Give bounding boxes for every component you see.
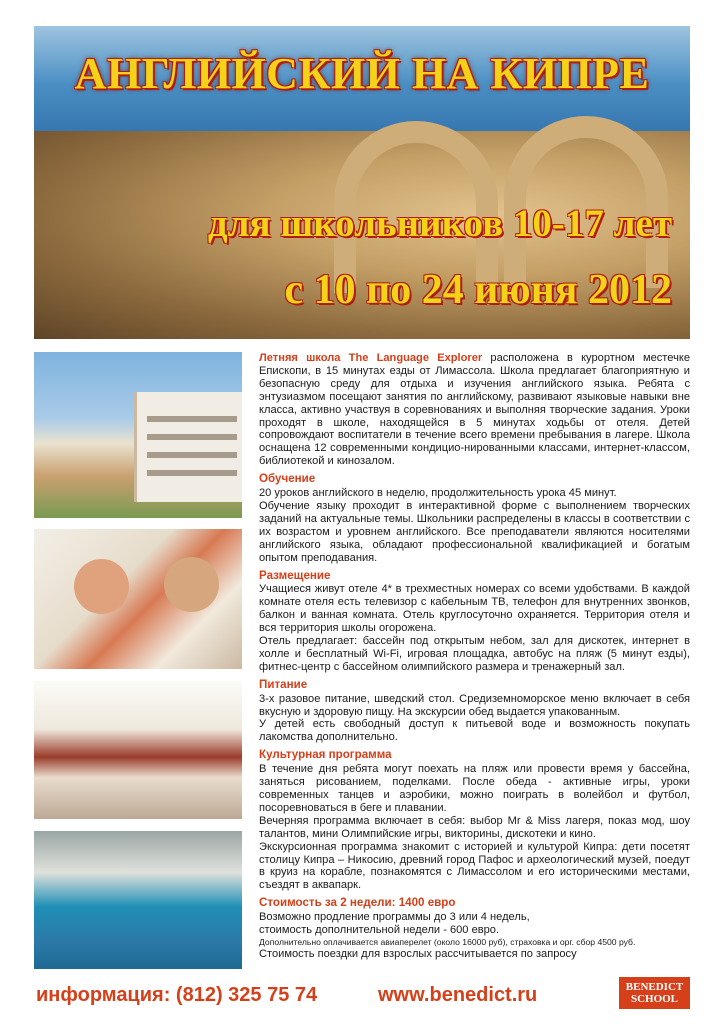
price-adults: Стоимость поездки для взрослых рассчитывается по запросу <box>259 947 577 960</box>
price-extension: Возможно продление программы до 3 или 4 недель, <box>259 911 530 924</box>
section-title-food: Питание <box>259 677 308 691</box>
student-figure <box>74 559 129 614</box>
section-title-accommodation: Размещение <box>259 568 331 582</box>
culture-paragraph: В течение дня ребята могут поехать на пляж или провести время у бассейна, заняться рисованием, поделками. После обеда - активные игры, уроки современных танцев и аэробики, можно поиграть в волейбол и футбол, посоревноваться в беге и плавании. <box>259 763 690 814</box>
logo-line1: BENEDICT <box>625 981 684 993</box>
accommodation-paragraph: Отель предлагает: бассейн под открытым небом, зал для дискотек, интернет в холле и бесплатный Wi-Fi, игровая площадка, автобус на пляж (5 минут езды), фитнес-центр с бассейном олимпийского размера и тренажерный зал. <box>259 635 690 673</box>
website-link[interactable]: www.benedict.ru <box>378 984 538 1006</box>
culture-paragraph: Экскурсионная программа знакомит с историей и культурой Кипра: дети посетят столицу Кипра – Никосию, древний город Пафос и археологический музей, поедут в круиз на корабле, познакомятся с Лимассолом и его историческими местами, съездят в аквапарк. <box>259 840 690 892</box>
hotel-building <box>134 392 242 502</box>
accommodation-paragraph: Учащиеся живут отеле 4* в трехместных номерах со всеми удобствами. В каждой комнате отеля есть телевизор с кабельным ТВ, телефон для внутренних звонков, балкон и ванная комната. Отель круглосуточно охраняется. Территория отеля и вся территория школы огорожена. <box>259 583 690 635</box>
logo-line2: SCHOOL <box>630 993 679 1005</box>
education-paragraph: Обучение языку проходит в интерактивной форме с выполнением творческих заданий на актуальные темы. Школьники распределены в классы в соответствии с их возрастом и уровнем английского. Все преподаватели являются носителями английского языка, обладают профессиональной квалификацией и богатым опытом преподавания. <box>259 499 690 564</box>
price-extra-week: стоимость дополнительной недели - 600 евро. <box>259 924 500 937</box>
hero-subtitle-age: для школьников 10-17 лет <box>207 202 672 245</box>
students-photo <box>34 529 242 669</box>
dining-hall-photo <box>34 681 242 819</box>
food-paragraph: 3-х разовое питание, шведский стол. Средиземноморское меню включает в себя вкусную и здоровую пищу. На экскурсии обед выдается упакованным. <box>259 692 690 718</box>
intro-text: расположена в курортном местечке Епископи, в 15 минутах езды от Лимассола. Школа предлагает благоприятную и безопасную среду для отдыха и изучения английского языка. Ребята с энтузиазмом посещают занятия по английскому, развивают языковые навыки вне класса, активно участвуя в соревнованиях и выполняя творческие задания. Уроки проходят в школе, находящейся в 5 минутах ходьбы от отеля. Детей сопровождают воспитатели в течение всего времени пребывания в лагере. Школа оснащена 12 современными кондицио-нированными классами, интернет-классом, библиотекой и кинозалом. <box>259 352 690 468</box>
food-paragraph: У детей есть свободный доступ к питьевой воде и возможность покупать лакомства дополнительно. <box>259 718 690 744</box>
education-paragraph: 20 уроков английского в неделю, продолжительность урока 45 минут. <box>259 487 617 500</box>
price-note: Дополнительно оплачивается авиаперелет (около 16000 руб), страховка и орг. сбор 4500 руб. <box>259 936 636 947</box>
intro-paragraph <box>259 352 690 468</box>
hero-banner <box>34 26 690 339</box>
price-title: Стоимость за 2 недели: 1400 евро <box>259 896 456 910</box>
section-title-education: Обучение <box>259 472 316 486</box>
hotel-photo <box>34 352 242 518</box>
program-description <box>259 352 690 961</box>
hero-subtitle-dates: с 10 по 24 июня 2012 <box>284 267 672 313</box>
school-name: Летняя школа The Language Explorer <box>259 352 483 364</box>
student-figure <box>164 557 219 612</box>
contact-phone: информация: (812) 325 75 74 <box>36 984 318 1006</box>
pool-photo <box>34 831 242 969</box>
section-title-culture: Культурная программа <box>259 748 392 762</box>
hero-title: АНГЛИЙСКИЙ НА КИПРЕ <box>74 49 650 98</box>
culture-paragraph: Вечерняя программа включает в себя: выбор Mr & Miss лагеря, показ мод, шоу талантов, мини Олимпийские игры, викторины, дискотеки и кино. <box>259 814 690 840</box>
benedict-school-logo <box>619 977 690 1009</box>
